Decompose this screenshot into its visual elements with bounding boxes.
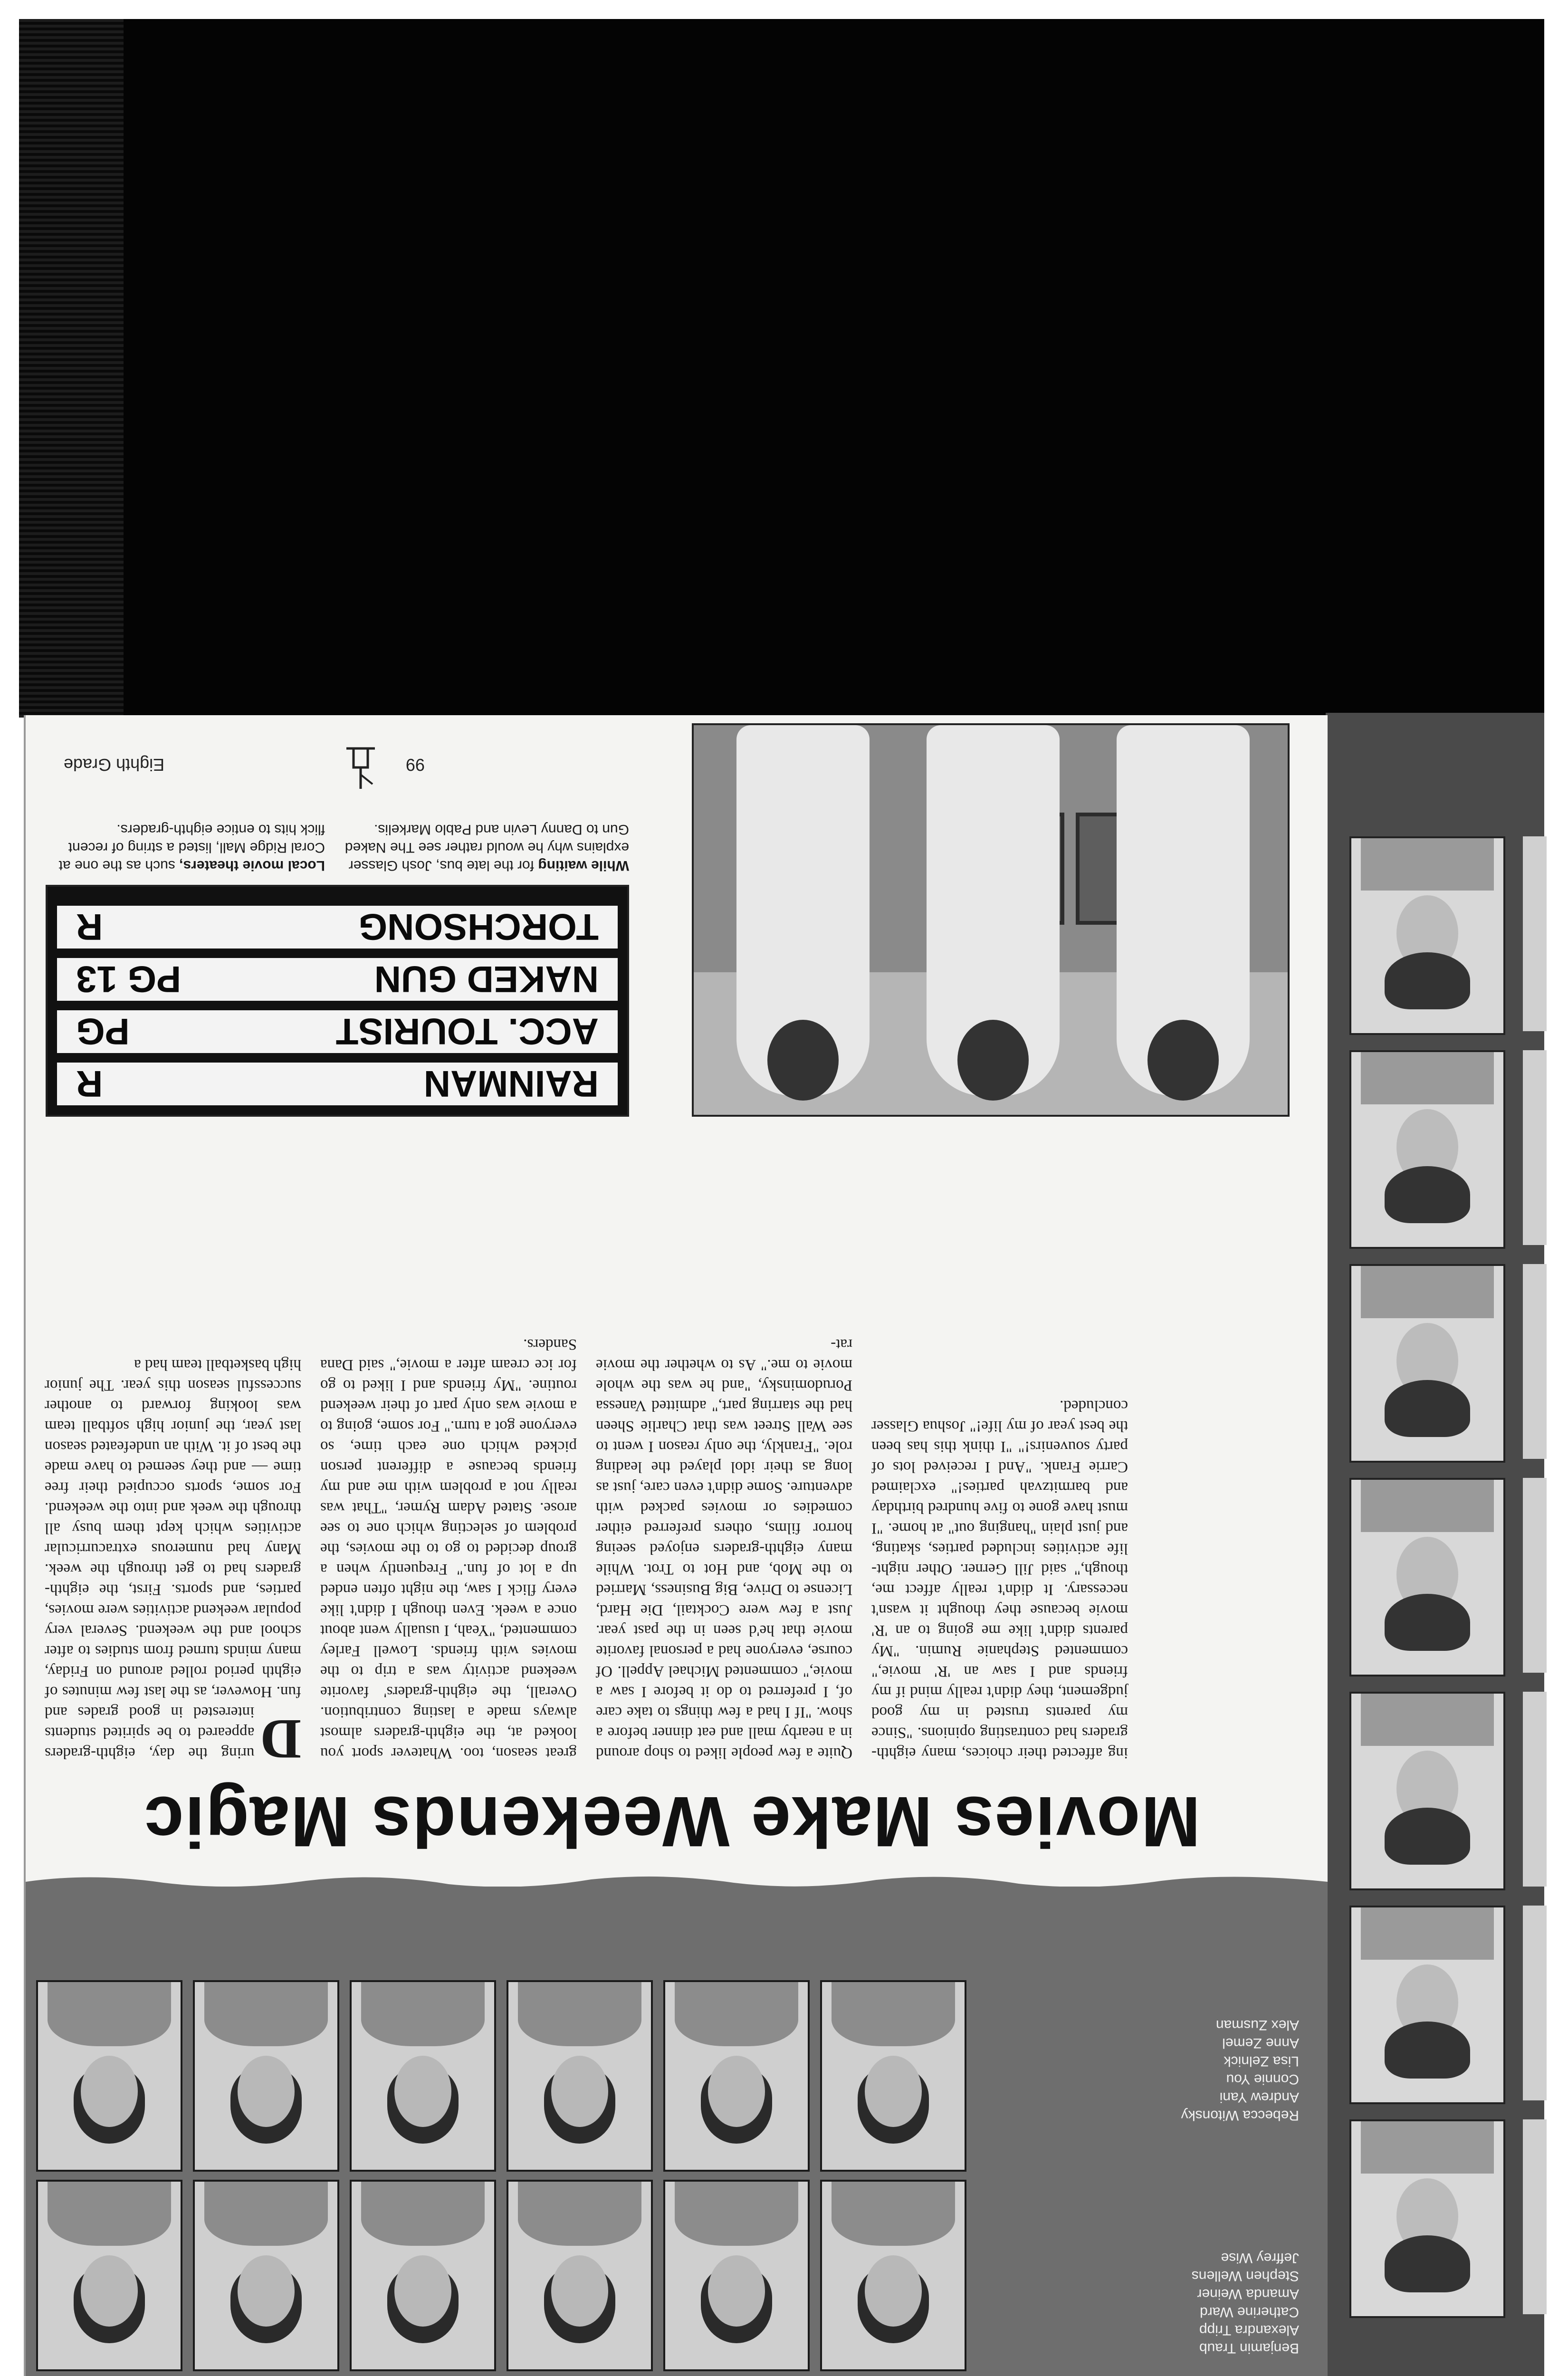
portrait [36,2180,182,2371]
student-name: Benjamin Traub [1199,2340,1299,2356]
student-name: Amanda Weiner [1197,2286,1299,2302]
caption-marquee-photo [49,820,325,874]
caption-text: for the late bus, Josh Glasser explains why he would rather see The Naked Gun to Danny Levin and Pablo Markelis. [344,822,629,873]
portrait-edge [1523,1264,1547,1459]
caption-lead: Local movie theaters, [179,858,325,873]
portrait [350,1980,496,2172]
yearbook-logo-icon [339,737,382,794]
article-column-3: Quite a few people liked to shop around in a nearby mall and eat dinner before a show. "If I had a few things to take care of, I preferred to do it before I saw a movie," commented Michael Appell. Of course, everyone had a personal favorite movie that he'd seen in the past year. Just a few were Cocktail, Die Hard, License to Drive, Big Business, Married to the Mob, and Hot to Trot. While many eighth-graders enjoyed seeing horror films, others preferred either comedies or movies packed with adventure. Some didn't even care, just as long as their idol played the leading role. "Frankly, the only reason I went to see Wall Street was that Charlie Sheen had the starring part," admitted Vanessa Porudominsky, "and he was the whole movie to me." As to whether the movie rat- [596,1336,852,1762]
portrait [1349,1264,1505,1463]
student-name: Lisa Zelnick [1224,2053,1299,2069]
portrait [1349,836,1505,1035]
section-label: Eighth Grade [64,755,165,775]
article-column-4: ing affected their choices, many eighth-graders had contrasting opinions. "Since my parents trusted in my good judgement, they didn't really mind if my friends and I saw an 'R' movie," commented Stephanie Rumin. "My parents didn't like me going to an 'R' movie because they thought it wasn't necessary. It didn't really affect me, though," said Jill Gerner. Other night-life activities included parties, skating, and just plain "hanging out" at home. "I must have gone to five hundred birthday and barmitzvah parties!" exclaimed Carrie Frank. "And I received lots of party souvenirs!" "I think this has been the best year of my life!" Joshua Glasser concluded. [871,1397,1128,1762]
student-name: Alexandra Tripp [1199,2322,1299,2338]
drop-cap: D [260,1708,301,1771]
portrait-edge [1523,836,1547,1031]
name-list-left [1192,2249,1299,2357]
article-column-1 [45,1354,301,1771]
student-name: Stephen Wellens [1191,2268,1299,2284]
portrait-edge [1523,1692,1547,1887]
portrait [1349,1692,1505,1890]
portrait [193,2180,339,2371]
student-name: Anne Zemel [1222,2035,1299,2051]
name-list-right [1181,2016,1299,2124]
page-number: 99 [405,755,425,775]
article-column-2: great season, too. Whatever sport you looked at, the eighth-graders almost always made a lasting contribution. Overall, the eighth-graders' favorite weekend activity was a trip to the movies with friends. Lowell Farley commented, "Yeah, I usually went about once a week. Even though I didn't like every flick I saw, the night often ended up a lot of fun." Frequently when a group decided to go to the movies, the problem of selecting which one to see arose. Stated Adam Rymer, "That was really not a problem with me and my friends because a different person picked which one each time, so everyone got a turn." For some, going to a movie was only part of their weekend routine. "My friends and I liked to go for ice cream after a movie," said Dana Sanders. [320,1336,577,1762]
marquee-row: TORCHSONG R [57,906,618,948]
scan-edge-stripes [19,19,124,718]
portrait [820,2180,966,2371]
portrait-edge [1523,1478,1547,1673]
portrait [1349,2119,1505,2318]
caption-lead: While waiting [538,858,629,873]
caption-main-photo [335,820,629,874]
marquee-row: ACC. TOURIST PG [57,1010,618,1053]
portrait [507,2180,653,2371]
wave-divider [26,1872,1328,1891]
portrait [663,2180,810,2371]
marquee-row: RAINMAN R [57,1063,618,1105]
adjacent-page-portraits [1349,836,1544,2328]
marquee-row: NAKED GUN PG 13 [57,958,618,1001]
student-name: Alex Zusman [1215,2017,1299,2033]
page-content-rotated [26,715,1328,2376]
article-text: uring the day, eighth-graders appeared to be spirited students interested in good grades and fun. However, as the last few minutes of eighth period rolled around on Friday, many minds turned from studies to after school and the weekend. Several very popular weekend activities were movies, parties, and sports. First, the eighth-graders had to get through the week. Many had numerous extracurricular activities which kept them busy all through the week and into the weekend. For some, sports occupied their free time — and they seemed to have made the best of it. With an undefeated season last year, the junior high softball team was looking forward to another successful season this year. The junior high basketball team had a [45,1356,301,1762]
portrait [820,1980,966,2172]
yearbook-page [24,715,1328,2376]
photo-students-bus [692,723,1290,1117]
portrait [36,1980,182,2172]
student-name: Andrew Yani [1219,2089,1299,2105]
portrait-edge [1523,2119,1547,2314]
headline: Movies Make Weekends Magic [143,1782,1201,1862]
portrait-edge [1523,1906,1547,2100]
portrait-grid [35,1944,966,2371]
portrait [663,1980,810,2172]
portrait [193,1980,339,2172]
student-name: Connie You [1226,2071,1299,2087]
portrait-edge [1523,1050,1547,1245]
portrait [1349,1906,1505,2104]
scan-background [19,19,1544,718]
portrait [507,1980,653,2172]
student-name: Catherine Ward [1200,2304,1299,2320]
portrait [1349,1050,1505,1249]
page-footer [64,737,425,794]
portrait [350,2180,496,2371]
portrait [1349,1478,1505,1677]
student-name: Jeffrey Wise [1221,2250,1299,2266]
caption-text: such as the one at Coral Ridge Mall, listed a string of recent flick hits to entice eighth-graders. [58,822,325,873]
student-name: Rebecca Witonsky [1181,2108,1299,2123]
photo-theater-marquee [46,885,629,1117]
